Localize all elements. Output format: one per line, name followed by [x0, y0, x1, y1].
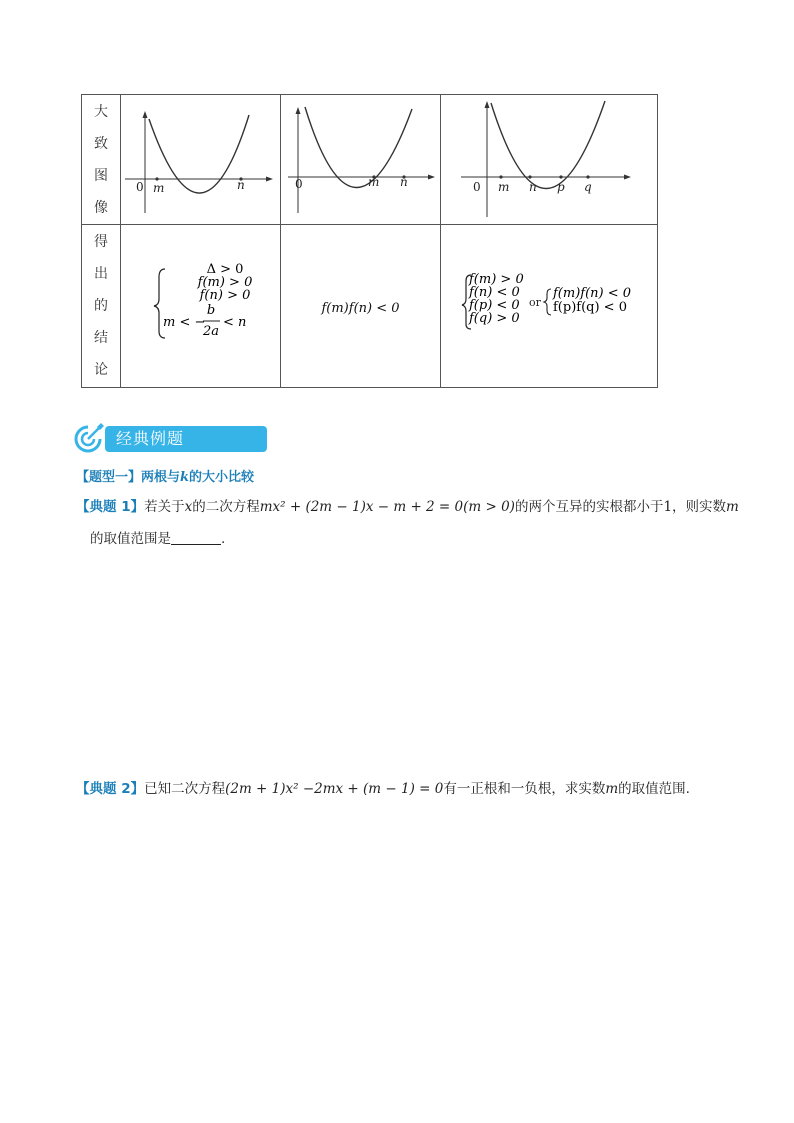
m-label: m — [368, 175, 380, 189]
row-header-graph — [82, 95, 121, 225]
equation: mx² + (2m − 1)x − m + 2 = 0(m > 0) — [259, 499, 515, 515]
header-char: 结 — [94, 330, 108, 346]
cond-product: f(m)f(n) < 0 — [321, 300, 400, 316]
p-label: p — [557, 180, 565, 194]
type-suffix: 的大小比较 — [189, 470, 255, 485]
cond-fn: f(n) > 0 — [199, 288, 251, 303]
equation: (2m + 1)x² −2mx + (m − 1) = 0 — [225, 781, 444, 797]
graph-cell-3 — [441, 95, 658, 225]
fraction-denominator: 2a — [202, 324, 220, 339]
header-char: 的 — [94, 298, 108, 314]
y-axis-arrow-icon — [143, 111, 148, 118]
x-axis-arrow-icon — [266, 177, 273, 182]
root-p-dot — [559, 175, 562, 178]
var-m: m — [726, 499, 739, 515]
origin-label: 0 — [136, 180, 144, 194]
text: ，则实数 — [672, 499, 727, 515]
text: 已知二次方程 — [144, 781, 226, 797]
number-one: 1 — [663, 499, 673, 515]
section-title: 经典例题 — [105, 426, 267, 452]
header-char: 图 — [94, 167, 108, 184]
target-icon — [70, 421, 106, 457]
conclusion-cell-2 — [281, 225, 441, 388]
cond-fp-fq: f(p)f(q) < 0 — [553, 300, 627, 315]
n-label: n — [400, 175, 408, 189]
conclusion-row — [82, 225, 658, 388]
cond-delta: Δ > 0 — [206, 262, 244, 277]
text: 的二次方程 — [192, 499, 260, 515]
conclusion-1-formula — [121, 225, 280, 383]
text: . — [221, 531, 226, 547]
parabola-curve — [305, 107, 412, 188]
header-char: 致 — [94, 135, 108, 152]
type-heading — [76, 466, 254, 485]
text: 的取值范围是 — [90, 531, 171, 547]
text: 的取值范围. — [618, 781, 690, 797]
root-n-dot — [528, 175, 531, 178]
parabola-graph-3 — [441, 95, 657, 224]
x-axis-arrow-icon — [428, 175, 435, 180]
row-header-conclusion — [82, 225, 121, 388]
n-label: n — [237, 178, 245, 192]
origin-label: 0 — [295, 177, 303, 191]
problem-1-line-2 — [76, 523, 739, 555]
conclusion-3-formula — [441, 225, 657, 383]
problem-1 — [76, 491, 739, 555]
conclusion-cell-1 — [121, 225, 281, 388]
var-m: m — [605, 781, 619, 797]
answer-blank[interactable] — [171, 530, 221, 545]
or-label: or — [529, 296, 541, 309]
q-label: q — [584, 180, 592, 194]
header-char: 论 — [94, 362, 108, 378]
header-char: 出 — [94, 266, 108, 282]
graph-cell-2 — [281, 95, 441, 225]
properties-table — [81, 94, 658, 388]
parabola-graph-1 — [121, 95, 280, 224]
m-label: m — [153, 181, 165, 195]
cond-fq: f(q) > 0 — [469, 311, 520, 326]
conclusion-cell-3 — [441, 225, 658, 388]
problem-1-line-1 — [76, 491, 739, 523]
m-label: m — [498, 180, 510, 194]
origin-label: 0 — [473, 180, 481, 194]
y-axis-arrow-icon — [296, 107, 301, 114]
parabola-curve — [491, 101, 605, 189]
root-m-dot — [499, 175, 502, 178]
n-label: n — [529, 180, 537, 194]
cond-fm: f(m) > 0 — [469, 272, 524, 287]
header-char: 像 — [94, 199, 108, 216]
header-char: 得 — [94, 234, 108, 250]
text: 若关于 — [144, 499, 185, 515]
x-axis-arrow-icon — [624, 175, 631, 180]
type-var: k — [180, 470, 190, 485]
problem-2 — [76, 773, 690, 805]
graph-cell-1 — [121, 95, 281, 225]
cond-fm-fn: f(m)f(n) < 0 — [553, 286, 632, 301]
text: 有一正根和一负根，求实数 — [443, 781, 606, 797]
graph-row — [82, 95, 658, 225]
problem-2-tag: 【典题 2】 — [76, 781, 145, 797]
cond-fn: f(n) < 0 — [469, 285, 520, 300]
header-char: 大 — [94, 103, 108, 120]
parabola-graph-2 — [281, 95, 440, 224]
problem-1-tag: 【典题 1】 — [76, 499, 145, 515]
right-brace — [544, 289, 551, 315]
type-prefix: 【题型一】两根与 — [76, 470, 181, 485]
problem-2-line-1 — [76, 773, 690, 805]
fraction-numerator: b — [206, 303, 216, 318]
cond-axis-right: < n — [223, 315, 247, 330]
cond-fm: f(m) > 0 — [197, 275, 253, 290]
cond-axis-left: m < − — [163, 315, 206, 330]
root-q-dot — [586, 175, 589, 178]
text: 的两个互异的实根都小于 — [514, 499, 664, 515]
y-axis-arrow-icon — [485, 101, 490, 108]
cond-fp: f(p) < 0 — [469, 298, 520, 313]
var-x: x — [184, 499, 193, 515]
